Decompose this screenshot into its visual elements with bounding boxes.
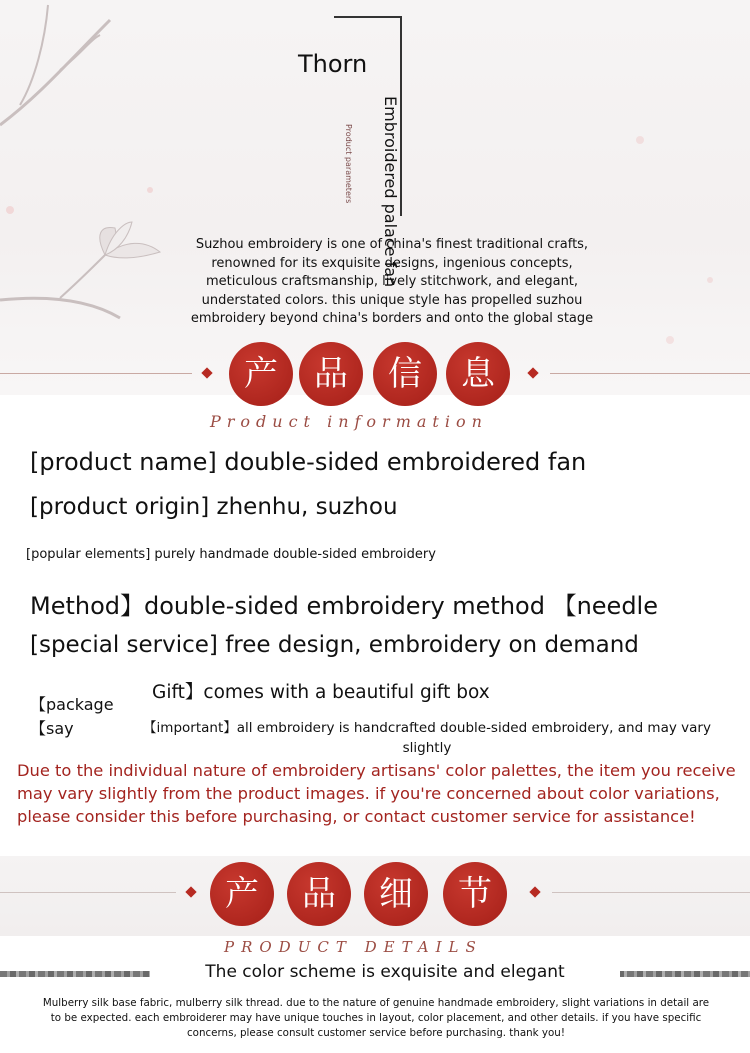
color-variation-warning: Due to the individual nature of embroidery artisans' color palettes, the item you receive may vary slightly from the product images. if you're concerned about color variations, please consider this before purchasing, or contact customer service for assistance!	[17, 761, 736, 826]
product-parameters-label: Product parameters	[344, 124, 353, 204]
divider-left	[0, 373, 192, 374]
seal-3: 信	[373, 342, 437, 406]
product-name: [product name] double-sided embroidered fan	[30, 448, 587, 476]
divider-right	[550, 373, 750, 374]
embroidery-method: Method】double-sided embroidery method 【needle	[30, 592, 658, 620]
product-origin: [product origin] zhenhu, suzhou	[30, 494, 398, 520]
product-details-caption: PRODUCT DETAILS	[224, 938, 483, 956]
details-heading: The color scheme is exquisite and elegant	[150, 962, 620, 982]
seal-2: 品	[299, 342, 363, 406]
seal-4: 息	[446, 342, 510, 406]
petal-decoration	[600, 100, 750, 360]
divider-right	[552, 892, 750, 893]
page-title: Thorn	[298, 50, 368, 78]
gift-box: Gift】comes with a beautiful gift box	[152, 682, 490, 703]
important-note: 【important】all embroidery is handcrafted double-sided embroidery, and may vary slightly	[143, 720, 711, 756]
say-label: 【say	[30, 719, 74, 738]
product-information-caption: Product information	[210, 412, 488, 431]
seal-3: 细	[364, 862, 428, 926]
plum-branch-decoration	[0, 0, 200, 330]
seal-1: 产	[229, 342, 293, 406]
divider-left	[0, 892, 176, 893]
seal-2: 品	[287, 862, 351, 926]
seal-1: 产	[210, 862, 274, 926]
vertical-subtitle: Embroidered palace fan	[381, 96, 400, 288]
popular-elements: [popular elements] purely handmade double-sided embroidery	[26, 547, 436, 562]
lily-flower-icon	[100, 222, 160, 258]
seal-4: 节	[443, 862, 507, 926]
details-body: Mulberry silk base fabric, mulberry silk thread. due to the nature of genuine handmade embroidery, slight variations in detail are to be expected. each embroiderer may have unique touches in layout, color placement, and other details. if you have specific concerns, please consult customer service before purchasing. thank you!	[42, 997, 710, 1039]
special-service: [special service] free design, embroidery on demand	[30, 632, 639, 658]
intro-description: Suzhou embroidery is one of china's finest traditional crafts, renowned for its exquisite designs, ingenious concepts, meticulous craftsmanship, lively stitchwork, and elegant, understated colors. this unique style has propelled suzhou embroidery beyond china's borders and onto the global stage	[190, 237, 594, 326]
package-label: 【package	[30, 695, 114, 714]
